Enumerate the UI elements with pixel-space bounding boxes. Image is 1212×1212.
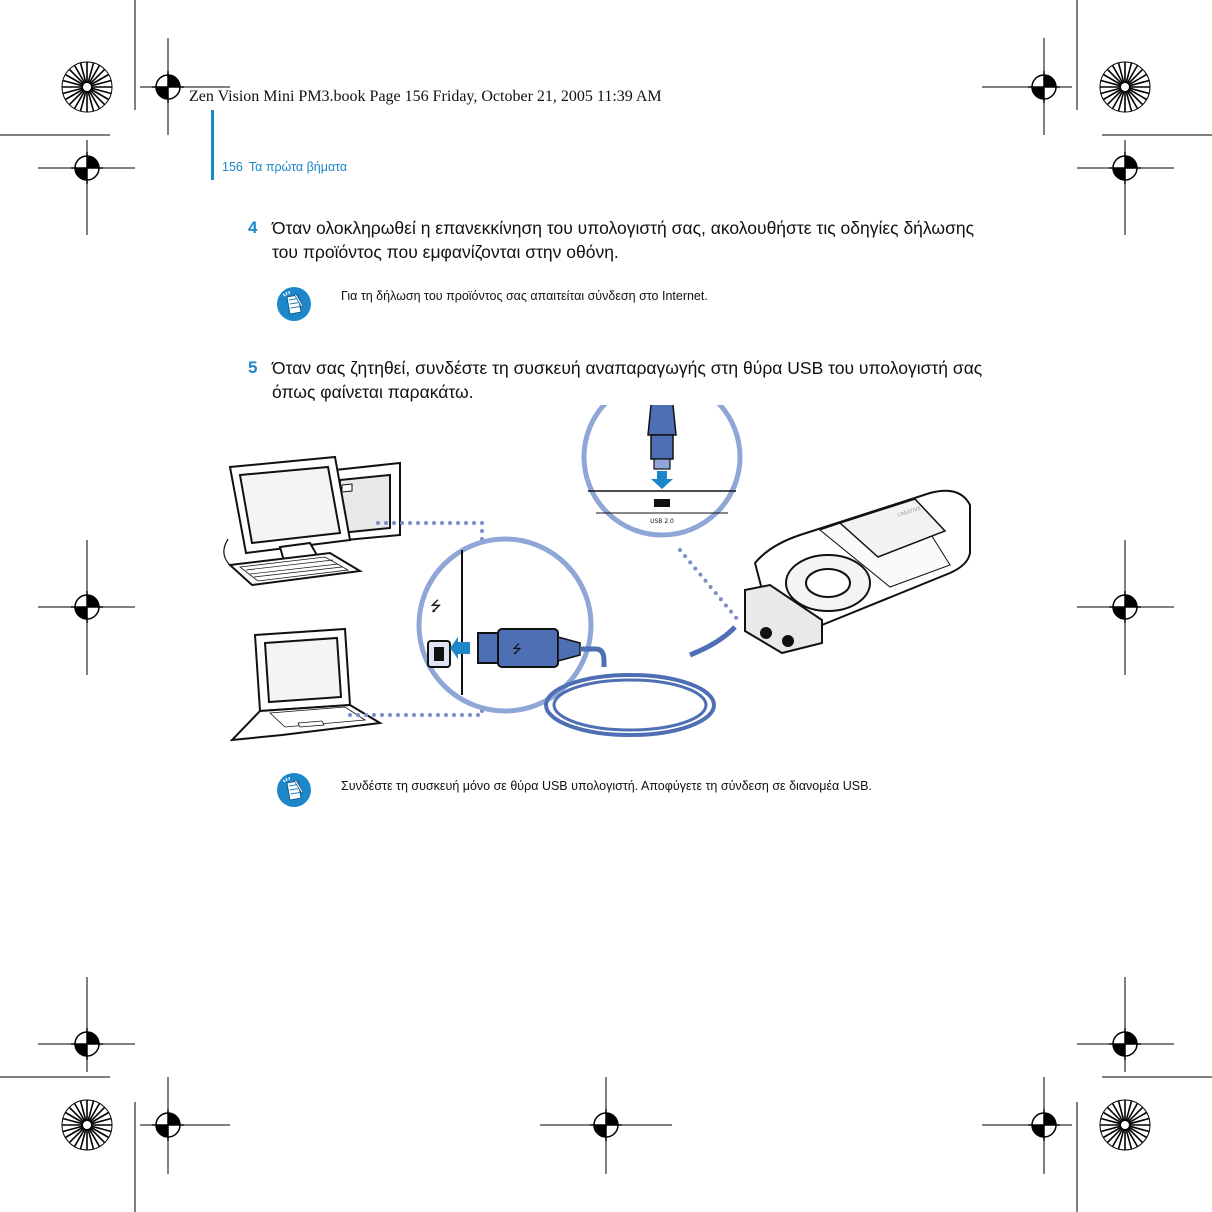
running-head — [222, 160, 347, 174]
book-info-header: Zen Vision Mini PM3.book Page 156 Friday, October 21, 2005 11:39 AM — [189, 88, 662, 105]
step-number-5: 5 — [248, 358, 258, 377]
media-player-device — [745, 491, 970, 653]
step-text-5: Όταν σας ζητηθεί, συνδέστε τη συσκευή αναπαραγωγής στη θύρα USB του υπολογιστή σας όπως φαίνεται παρακάτω. — [272, 358, 983, 402]
brand-mark: CREATIVE — [896, 505, 922, 519]
step-number-4: 4 — [248, 218, 258, 237]
desktop-computer-icon — [224, 457, 400, 585]
svg-text:⭍: ⭍ — [512, 642, 522, 656]
note-icon — [276, 772, 312, 808]
note-text-registration: Για τη δήλωση του προϊόντος σας απαιτείται σύνδεση στο Internet. — [341, 289, 708, 303]
step-text-4: Όταν ολοκληρωθεί η επανεκκίνηση του υπολογιστή σας, ακολουθήστε τις οδηγίες δήλωσης του προϊόντος που εμφανίζονται στην οθόνη. — [272, 218, 975, 262]
usb-connection-illustration — [210, 405, 1000, 745]
section-title: Τα πρώτα βήματα — [248, 160, 348, 174]
laptop-computer-icon — [232, 629, 380, 740]
note-text-usb-hub: Συνδέστε τη συσκευή μόνο σε θύρα USB υπολογιστή. Αποφύγετε τη σύνδεση σε διανομέα USB. — [341, 779, 872, 793]
note-icon — [276, 286, 312, 322]
usb-symbol-icon: ⭍ — [430, 599, 442, 615]
margin-rule — [211, 110, 214, 180]
page-number: 156 — [222, 160, 243, 174]
port-label: USB 2.0 — [650, 518, 674, 525]
